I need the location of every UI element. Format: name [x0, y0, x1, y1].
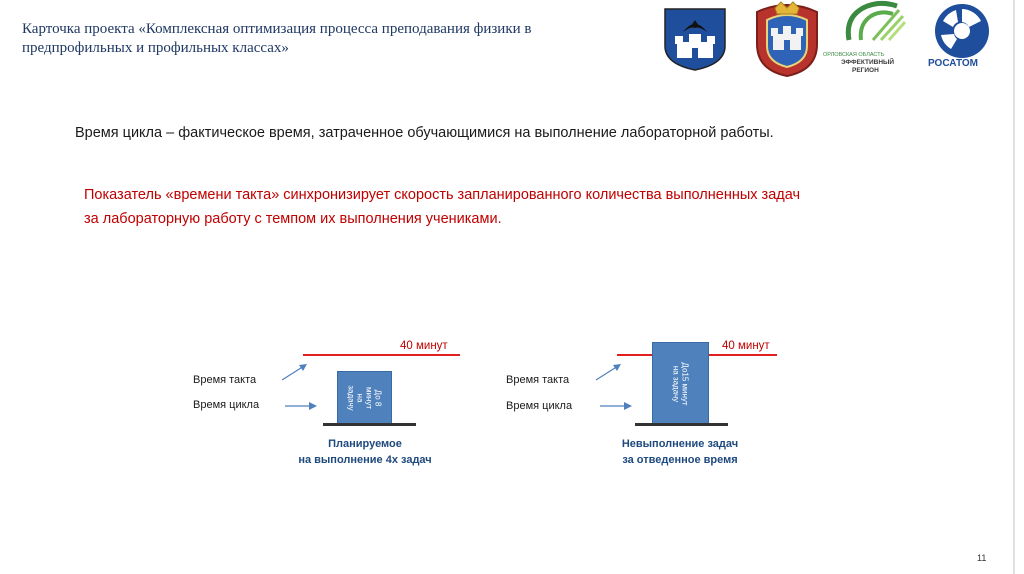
- left-cycle-arrow-icon: [283, 400, 319, 412]
- right-cycle-label: Время цикла: [506, 400, 573, 412]
- right-divider: [1013, 0, 1015, 574]
- left-cycle-label: Время цикла: [193, 399, 260, 411]
- right-task-box: До15 минут на задачу: [652, 342, 709, 425]
- takt-line-1: Показатель «времени такта» синхронизирует скорость запланированного количества выполненных задач: [84, 187, 801, 203]
- right-takt-arrow-icon: [594, 360, 624, 382]
- left-task-box: До 8 минут на задачу: [337, 371, 392, 425]
- region-caption-1: ОРЛОВСКАЯ ОБЛАСТЬ: [823, 52, 885, 58]
- left-baseline: [323, 423, 416, 426]
- right-baseline: [635, 423, 728, 426]
- region-caption-2: ЭФФЕКТИВНЫЙ: [841, 59, 895, 66]
- right-limit-label: 40 минут: [722, 340, 770, 352]
- region-caption-3: РЕГИОН: [852, 67, 879, 74]
- page-title: Карточка проекта «Комплексная оптимизация процесса преподавания физики в предпрофильных и профильных классах»: [22, 21, 532, 56]
- right-takt-label: Время такта: [506, 374, 570, 386]
- left-limit-label: 40 минут: [400, 340, 448, 352]
- takt-time-description: [84, 183, 964, 231]
- left-takt-label: Время такта: [193, 374, 257, 386]
- rosatom-logo-icon: [925, 3, 999, 59]
- right-caption: Невыполнение задач за отведенное время: [621, 438, 739, 466]
- left-caption: Планируемое на выполнение 4х задач: [298, 438, 432, 466]
- effective-region-logo-icon: [841, 0, 911, 50]
- region-coat-of-arms-icon: [747, 0, 827, 78]
- left-limit-line: [303, 354, 460, 356]
- city-coat-of-arms-icon: [661, 6, 729, 72]
- right-cycle-arrow-icon: [598, 400, 634, 412]
- logos-strip: [655, 0, 1015, 80]
- rosatom-caption: РОСАТОМ: [928, 58, 978, 69]
- page-number: 11: [977, 553, 987, 563]
- cycle-time-definition: Время цикла – фактическое время, затраченное обучающимися на выполнение лабораторной работы.: [75, 125, 774, 141]
- takt-line-2: за лабораторную работу с темпом их выполнения учениками.: [84, 211, 502, 227]
- left-takt-arrow-icon: [280, 360, 310, 382]
